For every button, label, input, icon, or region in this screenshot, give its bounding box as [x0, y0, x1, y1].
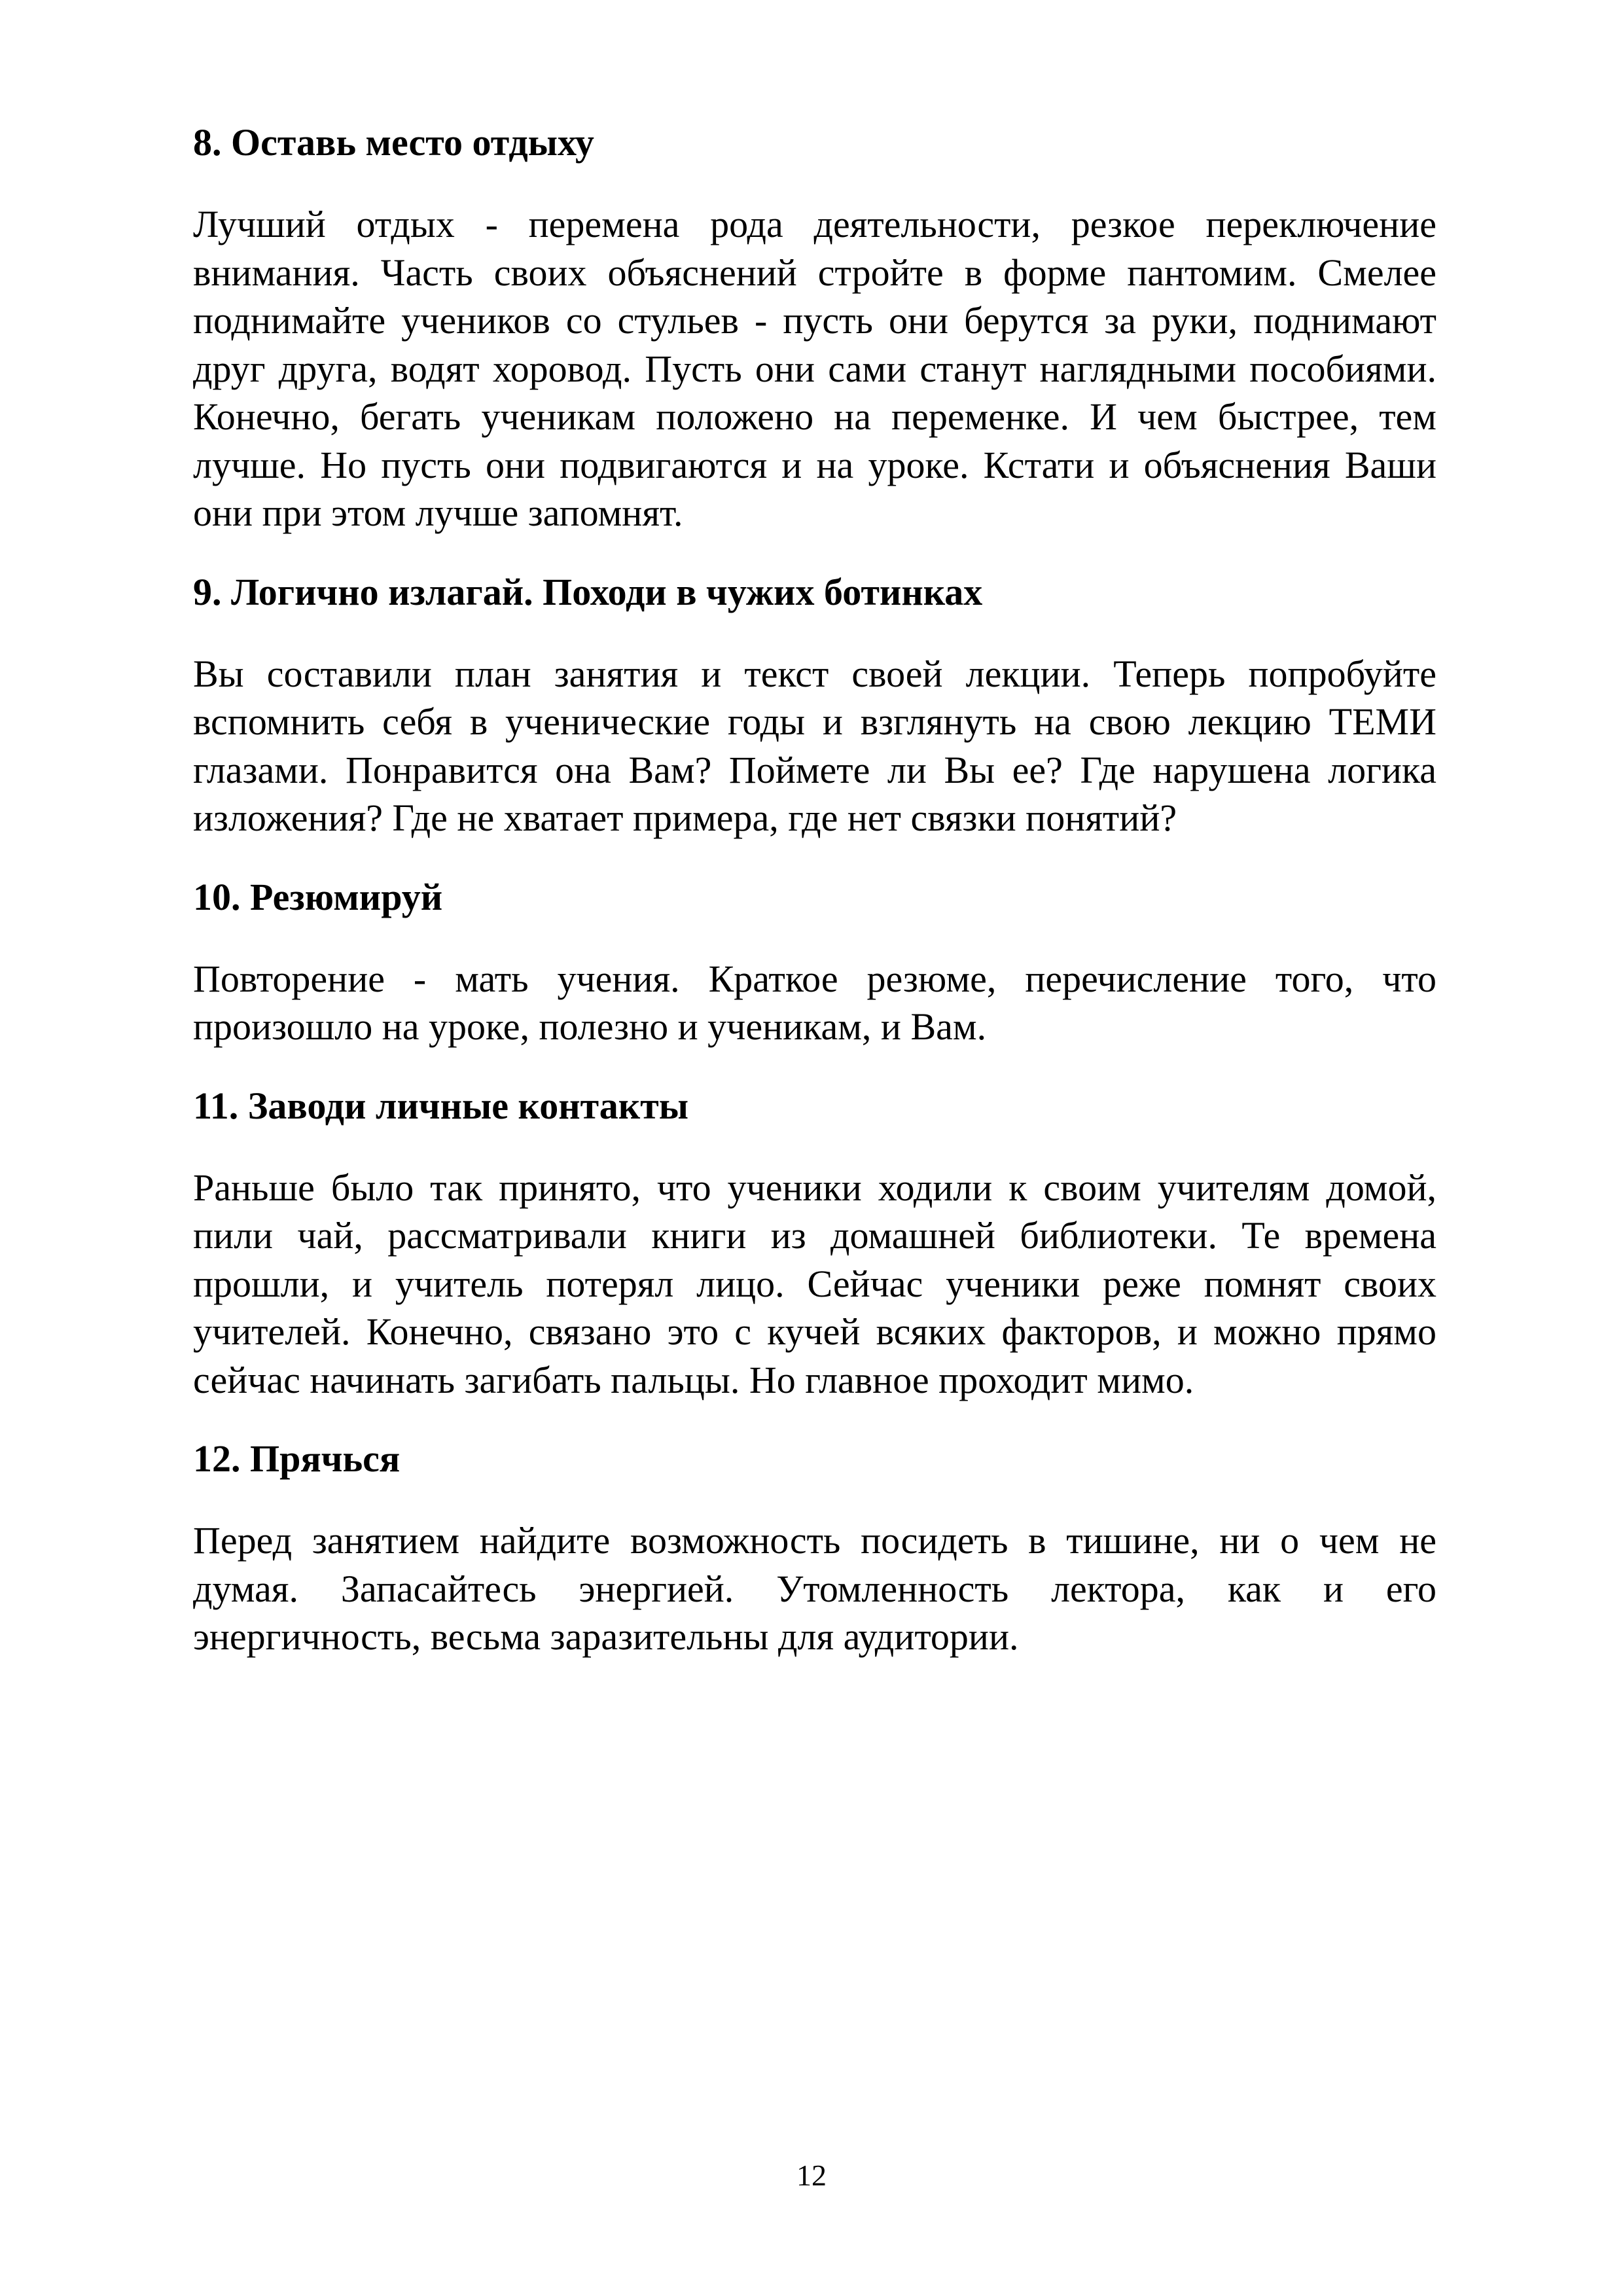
section-paragraph: Лучший отдых - перемена рода деятельности, резкое переключение внимания. Часть своих объяснений стройте в форме пантомим. Смелее поднимайте учеников со стульев - пусть они берутся за руки, поднимают друг друга, водят хоровод. Пусть они сами станут наглядными пособиями. Конечно, бегать ученикам положено на переменке. И чем быстрее, тем лучше. Но пусть они подвигаются и на уроке. Кстати и объяснения Ваши они при этом лучше запомнят.: [193, 203, 1436, 534]
section-8: [193, 118, 1436, 537]
section-11: [193, 1081, 1436, 1405]
section-heading: 12. Прячься: [193, 1437, 401, 1480]
section-paragraph: Вы составили план занятия и текст своей лекции. Теперь попробуйте вспомнить себя в ученические годы и взглянуть на свою лекцию ТЕМИ глазами. Понравится она Вам? Поймете ли Вы ее? Где нарушена логика изложения? Где не хватает примера, где нет связки понятий?: [193, 652, 1436, 839]
section-heading: 9. Логично излагай. Походи в чужих ботинках: [193, 570, 983, 613]
page-number: 12: [796, 2159, 827, 2192]
section-paragraph: Повторение - мать учения. Краткое резюме, перечисление того, что произошло на уроке, полезно и ученикам, и Вам.: [193, 957, 1436, 1048]
section-heading: 8. Оставь место отдыху: [193, 121, 594, 164]
section-heading: 11. Заводи личные контакты: [193, 1084, 689, 1127]
section-heading: 10. Резюмируй: [193, 875, 443, 918]
section-paragraph: Раньше было так принято, что ученики ходили к своим учителям домой, пили чай, рассматривали книги из домашней библиотеки. Те времена прошли, и учитель потерял лицо. Сейчас ученики реже помнят своих учителей. Конечно, связано это с кучей всяких факторов, и можно прямо сейчас начинать загибать пальцы. Но главное проходит мимо.: [193, 1166, 1436, 1401]
section-9: [193, 567, 1436, 842]
section-10: [193, 872, 1436, 1051]
section-paragraph: Перед занятием найдите возможность посидеть в тишине, ни о чем не думая. Запасайтесь энергией. Утомленность лектора, как и его энергичность, весьма заразительны для аудитории.: [193, 1519, 1436, 1658]
section-12: [193, 1434, 1436, 1661]
document-page: [193, 118, 1436, 1691]
